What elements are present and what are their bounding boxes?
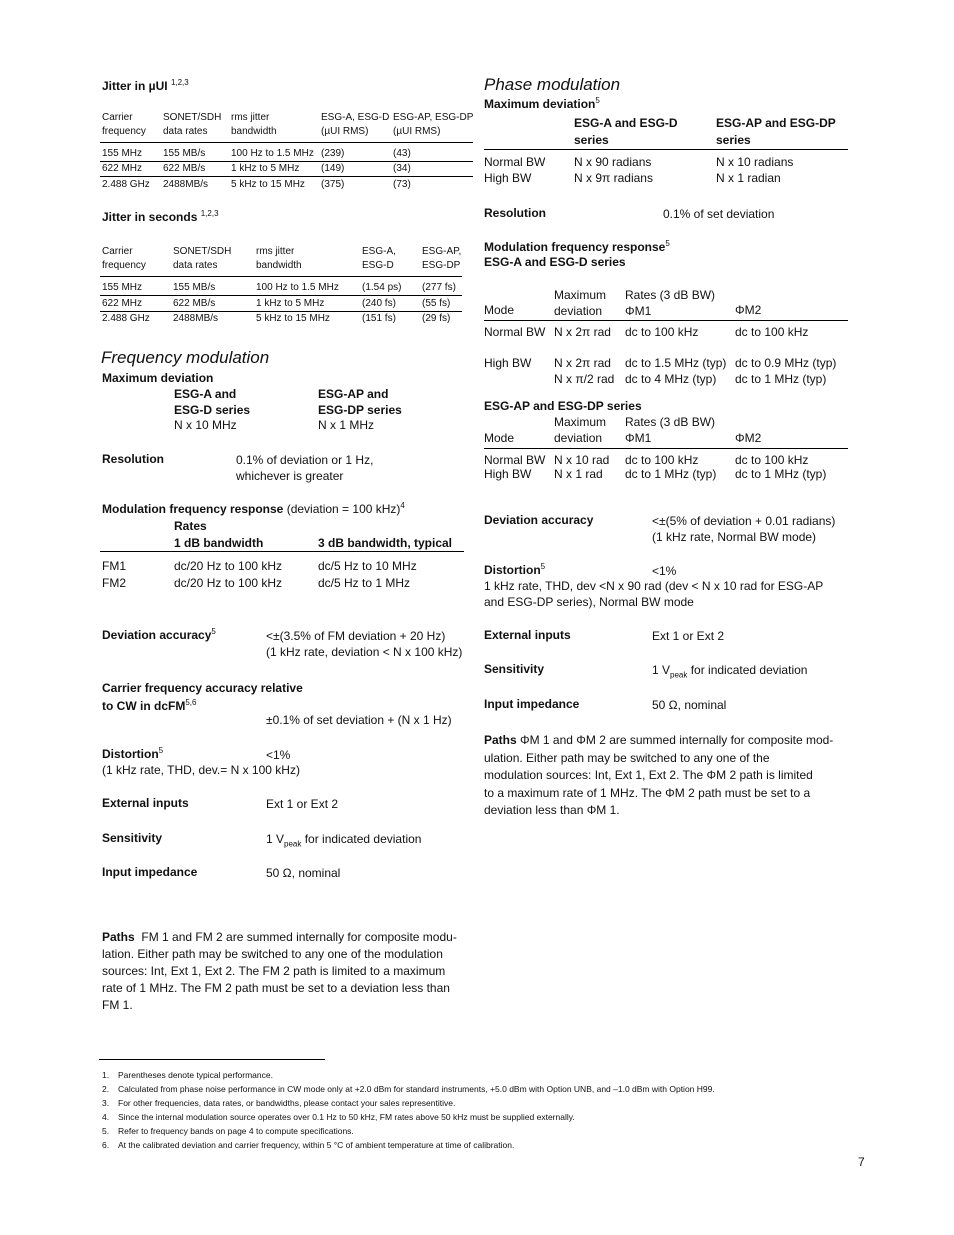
- fm-impedance-value: 50 Ω, nominal: [266, 866, 341, 880]
- fm-max-dev-val1: N x 10 MHz: [174, 418, 237, 432]
- pm-mfr-label: Modulation frequency response$^5$: [484, 239, 670, 254]
- fm1-label: FM1: [102, 559, 126, 573]
- fm-section-title: Frequency modulation: [101, 348, 270, 367]
- fm-impedance-label: Input impedance: [102, 865, 198, 879]
- fm-distortion-value: <1%: [266, 748, 291, 762]
- pm-normal-val1: N x 90 radians: [574, 155, 652, 169]
- pm-t2-pm2-header: ΦM2: [735, 431, 762, 445]
- page-number: 7: [858, 1155, 865, 1169]
- fm-carrier-accuracy-value: ±0.1% of set deviation + (N x 1 Hz): [266, 713, 452, 727]
- pm-distortion-value: <1%: [652, 564, 677, 578]
- row-rule: [100, 295, 462, 296]
- jitter-ui-header-esga: ESG-A, ESG-D (µUI RMS): [321, 112, 390, 137]
- jitter-sec-header-sonet: SONET/SDH data rates: [173, 246, 232, 271]
- fm-sensitivity-label: Sensitivity: [102, 831, 163, 845]
- pm-t1-rule: [484, 320, 848, 321]
- pm-resolution-label: Resolution: [484, 206, 546, 220]
- pm-ext-inputs-label: External inputs: [484, 628, 571, 642]
- fm-resolution-label: Resolution: [102, 452, 164, 466]
- row-rule: [100, 176, 473, 177]
- pm-mfr-series-b: ESG-AP and ESG-DP series: [484, 399, 642, 413]
- pm-normal-bw-label: Normal BW: [484, 155, 546, 169]
- footnote: 5. Refer to frequency bands on page 4 to compute specifications.: [102, 1126, 354, 1136]
- fm-mod-resp-label: Modulation frequency response (deviation = 100 kHz)$^4$: [102, 501, 405, 516]
- pm-col1-header: ESG-A and ESG-D series: [574, 116, 678, 147]
- pm-impedance-value: 50 Ω, nominal: [652, 698, 727, 712]
- pm-col2-header: ESG-AP and ESG-DP series: [716, 116, 836, 147]
- fm-col2-header: ESG-AP and ESG-DP series: [318, 387, 402, 417]
- fm-paths-paragraph: Paths FM 1 and FM 2 are summed internally for composite modu- lation. Either path may be switched to any one of the modulation sources: Int, Ext 1, Ext 2. The FM 2 path is limited to a maximum rate of 1 MHz. The FM 2 path must be set to a deviation less than FM 1.: [102, 930, 457, 1012]
- fm-col1-header: ESG-A and ESG-D series: [174, 387, 251, 417]
- fm-resolution-value: 0.1% of deviation or 1 Hz, whichever is greater: [236, 453, 374, 483]
- pm-impedance-label: Input impedance: [484, 697, 580, 711]
- pm-distortion-note: 1 kHz rate, THD, dev <N x 90 rad (dev < N x 10 rad for ESG-AP and ESG-DP series), Normal BW mode: [484, 579, 824, 609]
- jitter-sec-header-carrier: Carrier frequency: [102, 246, 146, 271]
- jitter-ui-heading: Jitter in µUI $^{1,2,3}$: [102, 78, 189, 93]
- pm-dev-acc-label: Deviation accuracy: [484, 513, 594, 527]
- footnote: 3. For other frequencies, data rates, or bandwidths, please contact your sales representitive.: [102, 1098, 456, 1108]
- fm-ext-inputs-label: External inputs: [102, 796, 189, 810]
- jitter-ui-header-rule: [100, 142, 473, 143]
- pm-t1-mode-header: Mode: [484, 303, 515, 317]
- fm-3db-header: 3 dB bandwidth, typical: [318, 536, 453, 550]
- fm-rates-label: Rates: [174, 519, 207, 533]
- pm-paths-paragraph: Paths ΦM 1 and ΦM 2 are summed internally for composite mod- ulation. Either path may be switched to any one of the modulation sources: Int, Ext 1, Ext 2. The ΦM 2 path is limited to a maximum rate of 1 MHz. The ΦM 2 path must be set to a deviation less than ΦM 1.: [484, 733, 834, 817]
- pm-sensitivity-label: Sensitivity: [484, 662, 545, 676]
- pm-high-val1: N x 9π radians: [574, 171, 653, 185]
- jitter-ui-header-carrier: Carrier frequency: [102, 112, 146, 137]
- jitter-ui-header-bandwidth: rms jitter bandwidth: [231, 112, 277, 137]
- fm-distortion-note: (1 kHz rate, THD, dev.= N x 100 kHz): [102, 763, 300, 777]
- pm-mfr-series-a: ESG-A and ESG-D series: [484, 255, 626, 269]
- footnote-rule: [99, 1059, 325, 1060]
- jitter-sec-header-esga: ESG-A, ESG-D: [362, 246, 396, 271]
- pm-normal-val2: N x 10 radians: [716, 155, 794, 169]
- fm-distortion-label: Distortion$^5$: [102, 746, 164, 761]
- footnote: 2. Calculated from phase noise performance in CW mode only at +2.0 dBm for standard instruments, +5.0 dBm with Option UNB, and –1.0 dBm with Option H99.: [102, 1084, 715, 1094]
- jitter-sec-header-bandwidth: rms jitter bandwidth: [256, 246, 302, 271]
- fm1-1db: dc/20 Hz to 100 kHz: [174, 559, 283, 573]
- pm-ext-inputs-value: Ext 1 or Ext 2: [652, 629, 725, 643]
- footnote: 4. Since the internal modulation source operates over 0.1 Hz to 50 kHz, FM rates above 50 kHz must be supplied externally.: [102, 1112, 575, 1122]
- pm-t1-rates-header: Rates (3 dB BW) ΦM1: [625, 288, 716, 318]
- pm-sensitivity-value: 1 $V_{peak}$ for indicated deviation: [652, 663, 808, 680]
- fm-rates-rule: [100, 551, 464, 552]
- pm-t1-pm2-header: ΦM2: [735, 303, 762, 317]
- fm-dev-acc-value: <±(3.5% of FM deviation + 20 Hz) (1 kHz rate, deviation < N x 100 kHz): [266, 629, 463, 659]
- pm-section-title: Phase modulation: [484, 75, 621, 94]
- jitter-sec-header-rule: [100, 276, 462, 277]
- pm-distortion-label: Distortion$^5$: [484, 562, 546, 577]
- pm-t2-mode-header: Mode: [484, 431, 515, 445]
- fm-sensitivity-value: 1 $V_{peak}$ for indicated deviation: [266, 832, 422, 849]
- fm2-label: FM2: [102, 576, 126, 590]
- fm-ext-inputs-value: Ext 1 or Ext 2: [266, 797, 339, 811]
- footnote: 6. At the calibrated deviation and carrier frequency, within 5 °C of ambient temperature at time of calibration.: [102, 1140, 515, 1150]
- pm-t2-rates-header: Rates (3 dB BW) ΦM1: [625, 415, 716, 445]
- pm-high-val2: N x 1 radian: [716, 171, 781, 185]
- fm-max-dev-val2: N x 1 MHz: [318, 418, 375, 432]
- jitter-sec-heading: Jitter in seconds $^{1,2,3}$: [102, 209, 219, 224]
- pm-high-bw-label: High BW: [484, 171, 532, 185]
- fm2-1db: dc/20 Hz to 100 kHz: [174, 576, 283, 590]
- jitter-ui-header-esgap: ESG-AP, ESG-DP (µUI RMS): [393, 112, 474, 137]
- pm-t2-max-header: Maximum deviation: [554, 415, 607, 445]
- footnote: 1. Parentheses denote typical performance.: [102, 1070, 273, 1080]
- pm-t2-rule: [484, 448, 848, 449]
- jitter-ui-header-sonet: SONET/SDH data rates: [163, 112, 222, 137]
- fm-carrier-accuracy-label: Carrier frequency accuracy relative to CW in dcFM$^{5,6}$: [102, 681, 303, 713]
- fm-1db-header: 1 dB bandwidth: [174, 536, 264, 550]
- pm-resolution-value: 0.1% of set deviation: [663, 207, 775, 221]
- fm-max-dev-label: Maximum deviation: [102, 371, 214, 385]
- fm2-3db: dc/5 Hz to 1 MHz: [318, 576, 411, 590]
- pm-dev-acc-value: <±(5% of deviation + 0.01 radians) (1 kHz rate, Normal BW mode): [652, 514, 836, 544]
- jitter-sec-header-esgap: ESG-AP, ESG-DP: [422, 246, 462, 271]
- pm-t1-max-header: Maximum deviation: [554, 288, 607, 318]
- fm-dev-acc-label: Deviation accuracy$^5$: [102, 627, 216, 642]
- pm-max-dev-label: Maximum deviation$^5$: [484, 96, 600, 111]
- fm1-3db: dc/5 Hz to 10 MHz: [318, 559, 417, 573]
- pm-max-dev-rule: [484, 149, 848, 150]
